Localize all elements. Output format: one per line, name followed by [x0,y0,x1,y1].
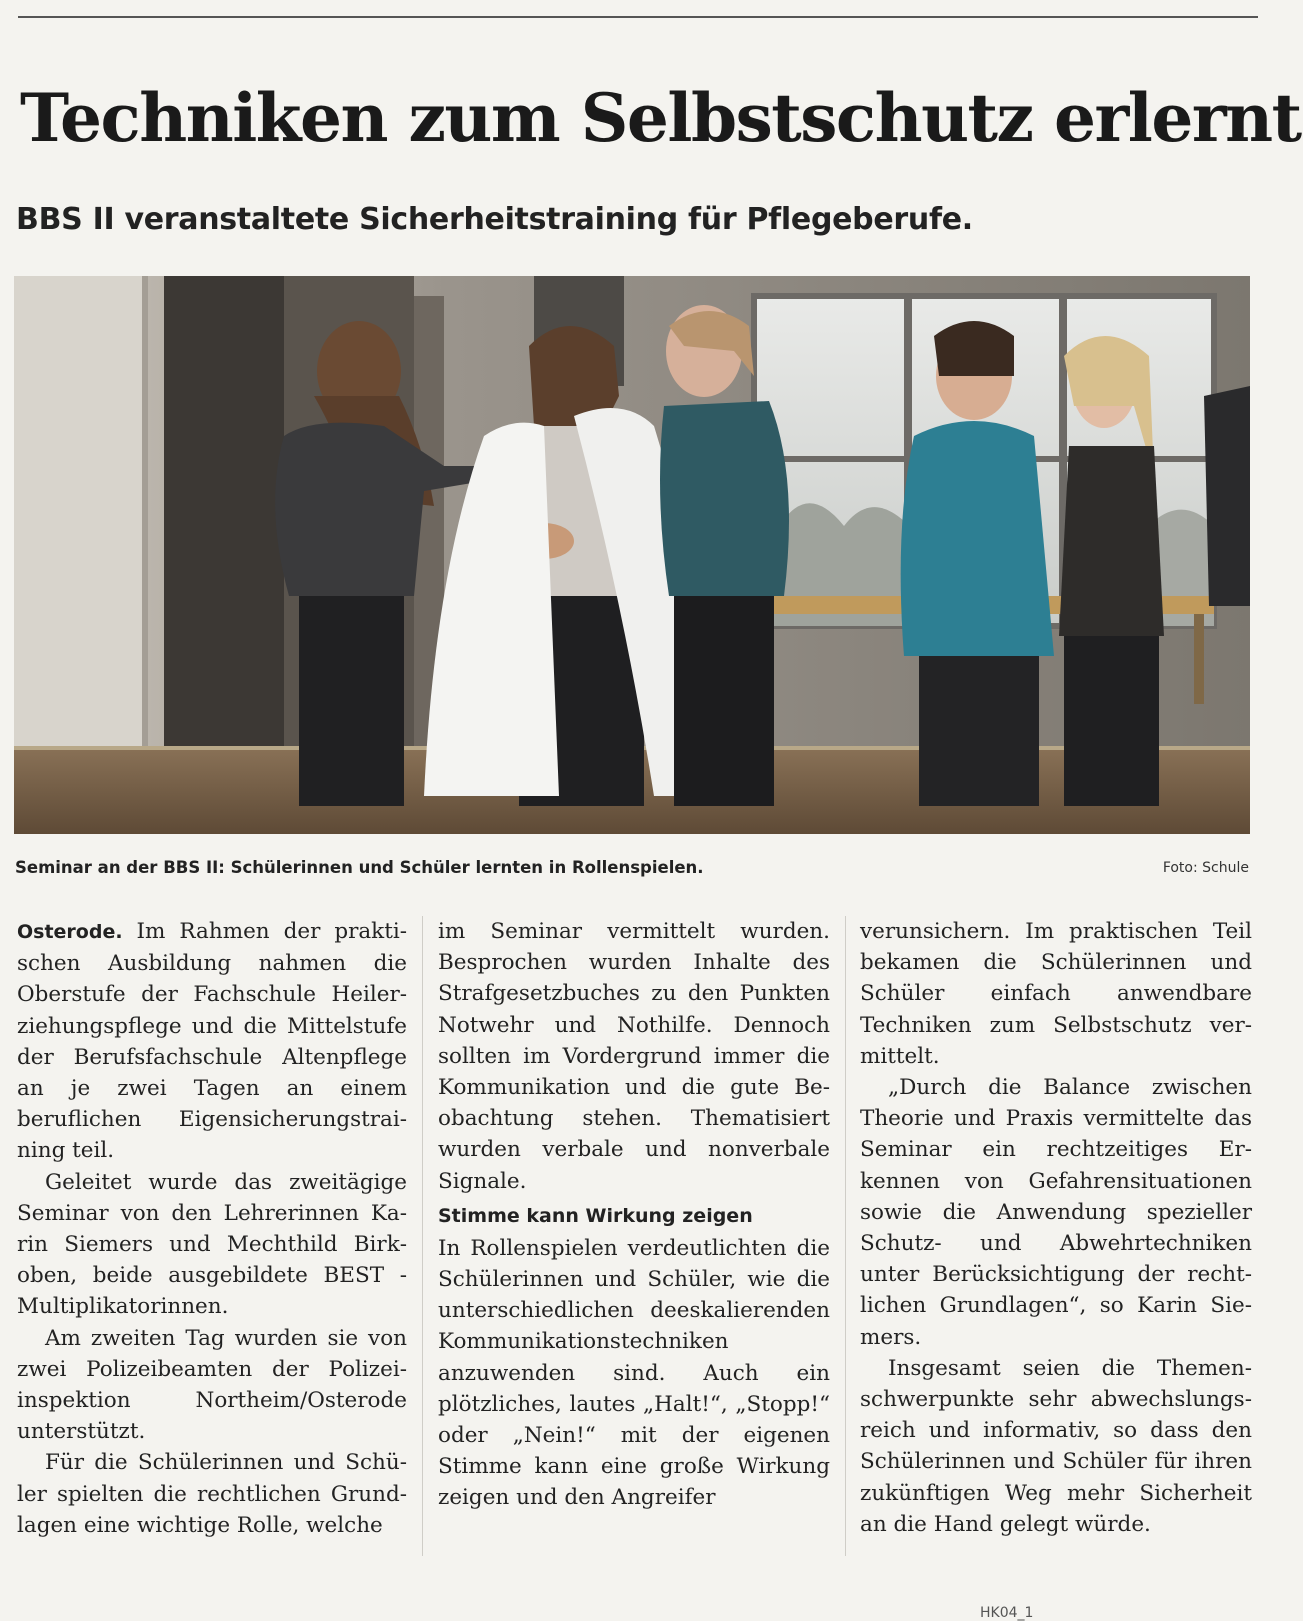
paragraph-text: Im Rahmen der praktischen Ausbildung nahmen die Oberstufe der Fachschule Heilerziehungspflege und die Mittelstufe der Berufsfachschule Altenpflege an je zwei Tagen an einem beruflichen Eigensicherungstraining teil. [17,919,407,1164]
article-column-3 [860,916,1252,1540]
paragraph: Am zweiten Tag wurden sie von zwei Polizeibeamten der Polizeiinspektion Northeim/Osterode unterstützt. [17,1325,407,1445]
photo-credit: Foto: Schule [1162,860,1249,876]
paragraph: In Rollenspielen verdeutlichten die Schülerinnen und Schüler, wie die unterschiedlichen deeskalierenden Kommunikationstechniken anzuwenden sind. Auch ein plötzliches, lautes „Halt!“, „Stopp!“ oder „Nein!“ mit der eigenen Stimme kann eine große Wirkung zeigen und den Angreifer [438,1235,830,1511]
subheading: Stimme kann Wirkung zeigen [438,1204,753,1227]
paragraph: verunsichern. Im praktischen Teil bekamen die Schülerinnen und Schüler einfach anwendbare Techniken zum Selbstschutz vermittelt. [860,919,1252,1069]
top-rule [18,16,1258,18]
page-code: HK04_1 [980,1605,1034,1621]
paragraph: im Seminar vermittelt wurden. Besprochen wurden Inhalte des Strafgesetzbuches zu den Punkten Notwehr und Nothilfe. Dennoch sollten im Vordergrund immer die Kommunikation und die gute Beobachtung stehen. Thematisiert wurden verbale und nonverbale Signale. [438,919,830,1194]
photo-illustration [14,276,1250,834]
column-divider [845,916,846,1556]
paragraph: Geleitet wurde das zweitägige Seminar von den Lehrerinnen Karin Siemers und Mechthild Birkoben, beide ausgebildete BEST - Multiplikatorinnen. [17,1169,407,1320]
column-divider [422,916,423,1556]
paragraph: Insgesamt seien die Themenschwerpunkte sehr abwechslungsreich und informativ, so dass den Schülerinnen und Schüler für ihren zukünftigen Weg mehr Sicherheit an die Hand gelegt würde. [860,1355,1252,1537]
paragraph [17,916,407,1167]
article-column-2 [438,916,830,1514]
paragraph: Für die Schülerinnen und Schüler spielten die rechtlichen Grundlagen eine wichtige Rolle, welche [17,1450,407,1538]
photo-caption: Seminar an der BBS II: Schülerinnen und Schüler lernten in Rollenspielen. [15,858,704,877]
paragraph: „Durch die Balance zwischen Theorie und Praxis vermittelte das Seminar ein rechtzeitiges Erkennen von Gefahrensituationen sowie die Anwendung spezieller Schutz- und Abwehrtechniken unter Berücksichtigung der rechtlichen Grundlagen“, so Karin Siemers. [860,1075,1252,1350]
article-headline: Techniken zum Selbstschutz erlernt [20,79,1301,157]
article-subheadline: BBS II veranstaltete Sicherheitstraining für Pflegeberufe. [16,202,973,237]
article-column-1 [17,916,407,1541]
article-photo [14,276,1250,834]
dateline: Osterode. [17,921,123,943]
